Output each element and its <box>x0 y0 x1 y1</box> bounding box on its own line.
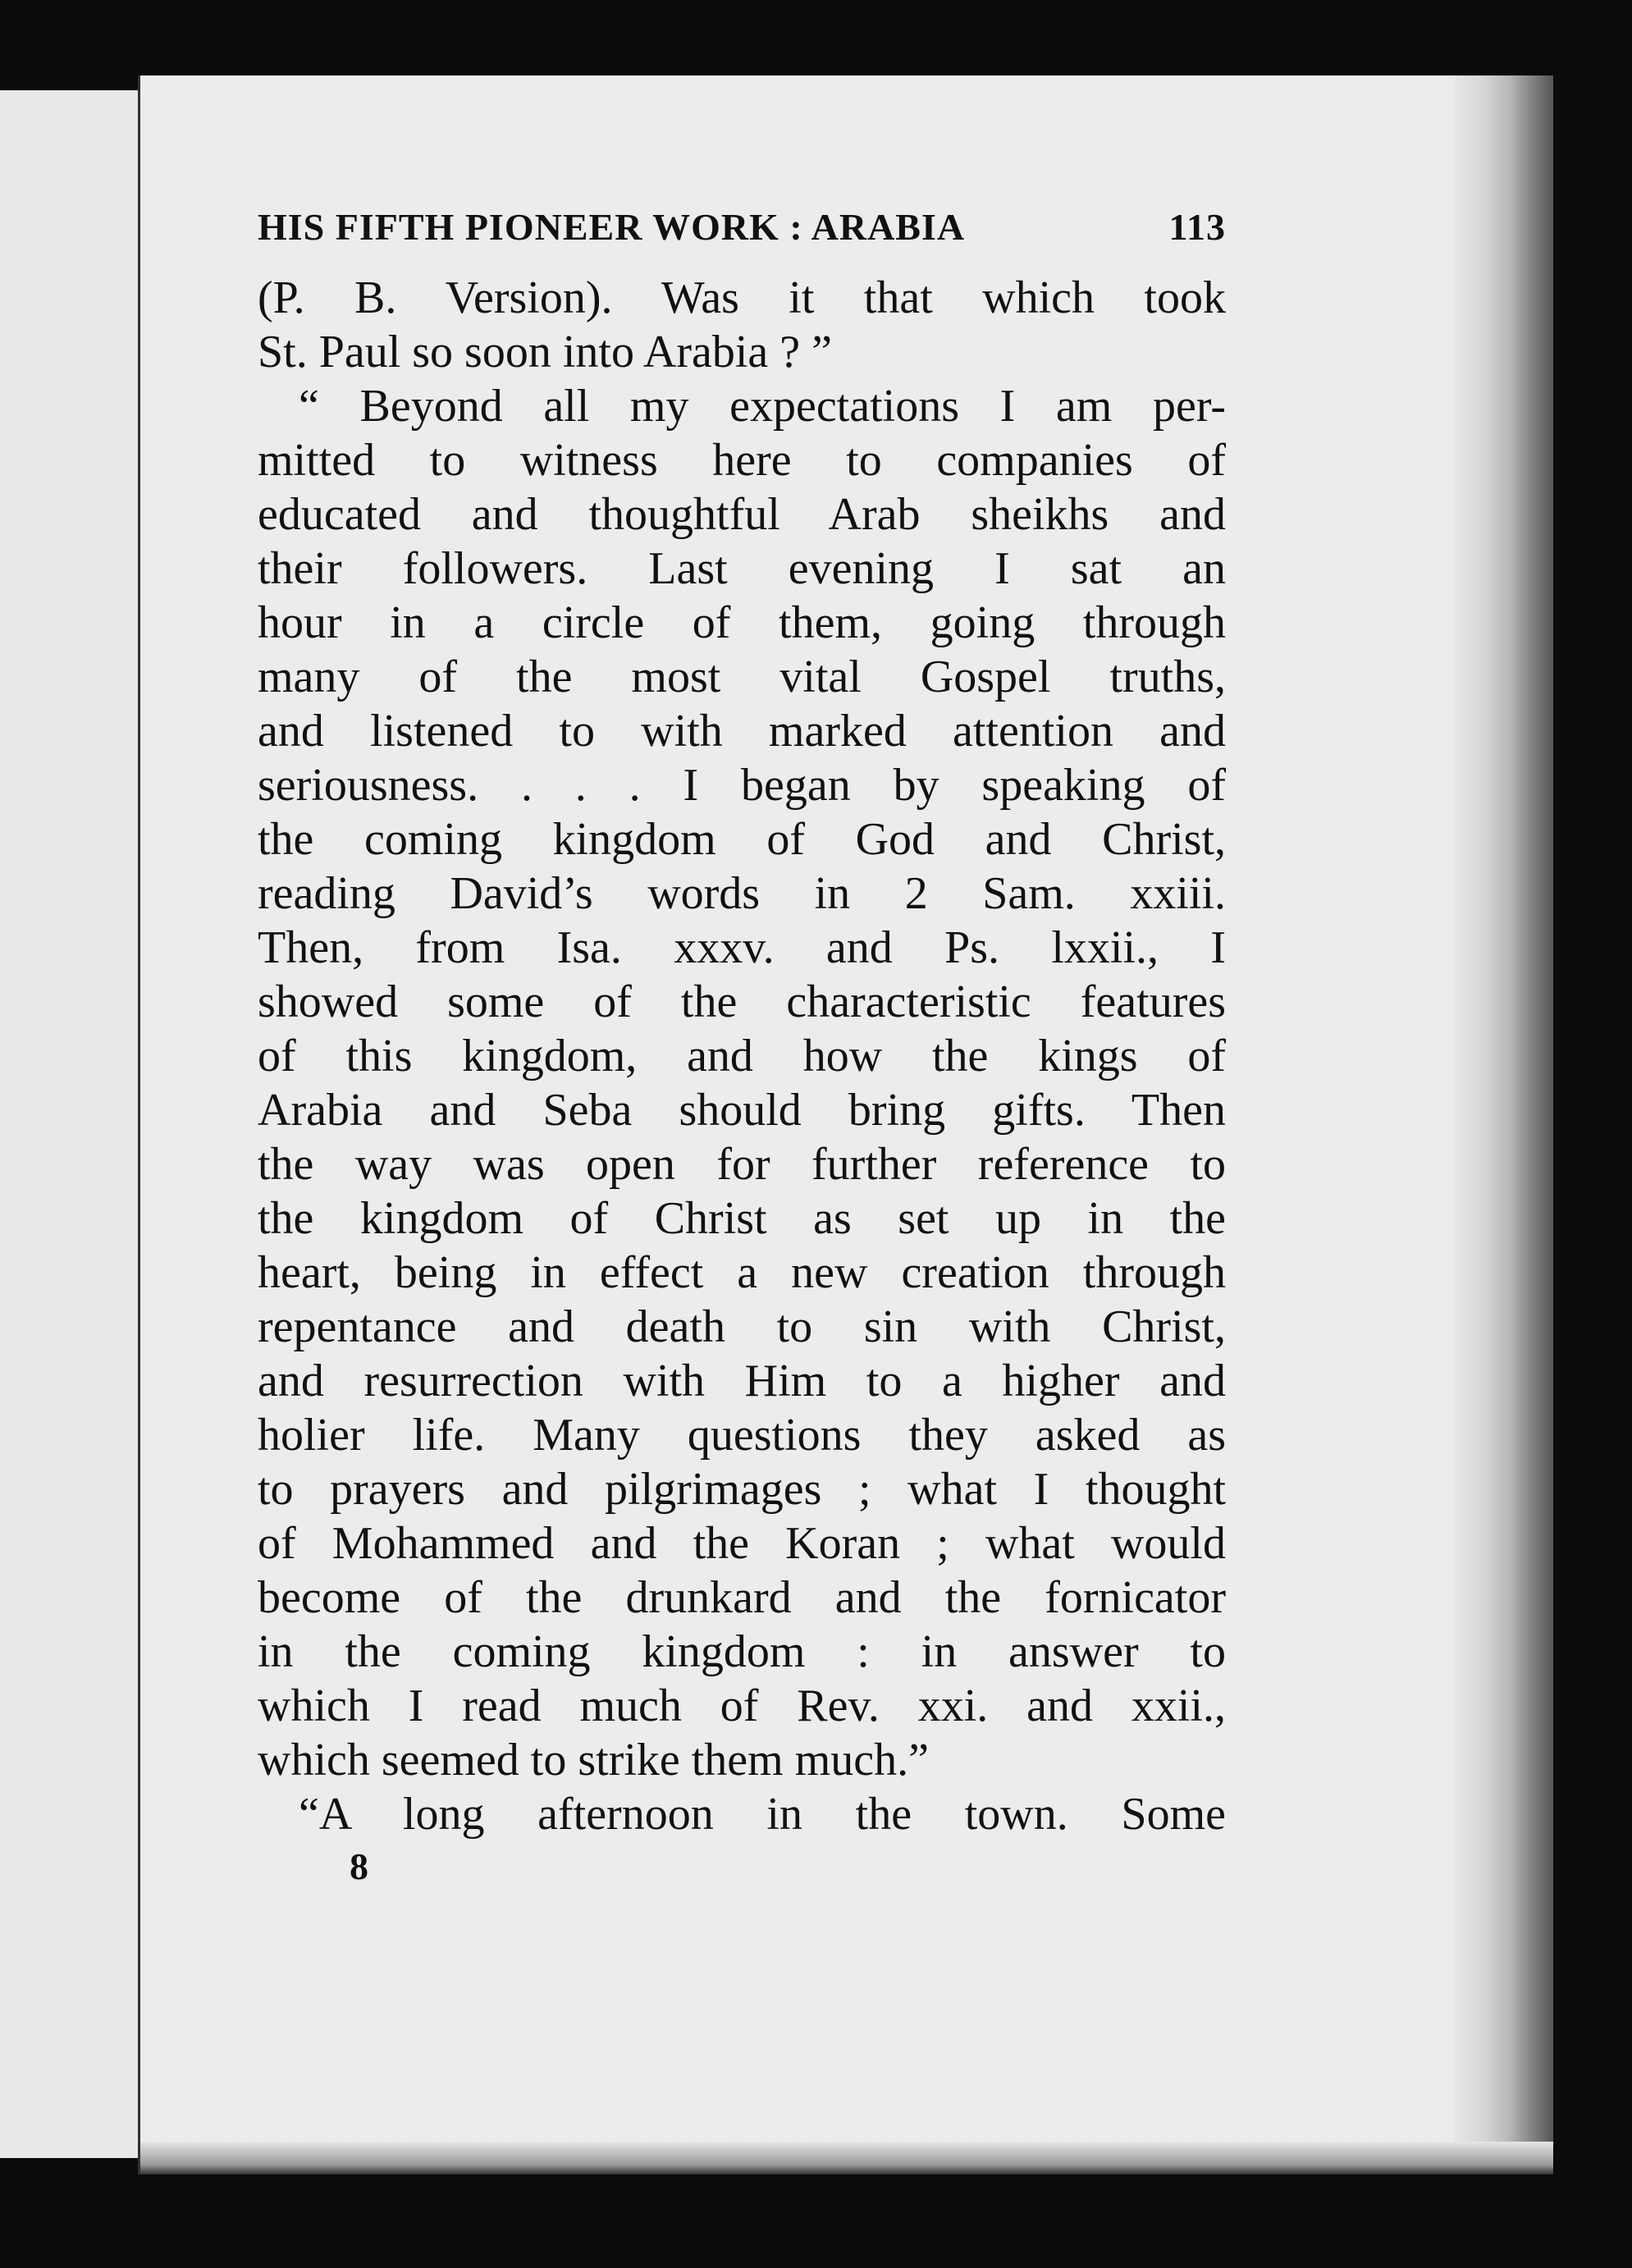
text-line: (P. B. Version). Was it that which took <box>258 272 1226 323</box>
text-line: reading David’s words in 2 Sam. xxiii. <box>258 868 1226 919</box>
text-line: Then, from Isa. xxxv. and Ps. lxxii., I <box>258 922 1226 973</box>
text-line: their followers. Last evening I sat an <box>258 543 1226 594</box>
text-line: of Mohammed and the Koran ; what would <box>258 1518 1226 1569</box>
text-line: become of the drunkard and the fornicator <box>258 1572 1226 1623</box>
text-line: St. Paul so soon into Arabia ? ” <box>258 327 832 377</box>
text-line: the way was open for further reference to <box>258 1139 1226 1190</box>
text-line: many of the most vital Gospel truths, <box>258 652 1226 702</box>
running-head-title: HIS FIFTH PIONEER WORK : ARABIA <box>258 206 966 248</box>
text-line: which I read much of Rev. xxi. and xxii., <box>258 1680 1226 1731</box>
page-number: 113 <box>1168 206 1226 248</box>
text-line: educated and thoughtful Arab sheikhs and <box>258 489 1226 540</box>
page-text-block <box>258 205 1226 1888</box>
text-line: seriousness. . . . I began by speaking of <box>258 760 1226 811</box>
text-line: showed some of the characteristic features <box>258 976 1226 1027</box>
text-line: Arabia and Seba should bring gifts. Then <box>258 1085 1226 1136</box>
text-line: hour in a circle of them, going through <box>258 597 1226 648</box>
text-line: of this kingdom, and how the kings of <box>258 1031 1226 1081</box>
text-line: mitted to witness here to companies of <box>258 435 1226 486</box>
text-line: repentance and death to sin with Christ, <box>258 1301 1226 1352</box>
text-line: in the coming kingdom : in answer to <box>258 1626 1226 1677</box>
text-line: which seemed to strike them much.” <box>258 1735 929 1786</box>
text-line: heart, being in effect a new creation through <box>258 1247 1226 1298</box>
text-line: “ Beyond all my expectations I am per- <box>299 381 1226 432</box>
text-line: to prayers and pilgrimages ; what I thought <box>258 1464 1226 1515</box>
text-line: and resurrection with Him to a higher and <box>258 1356 1226 1406</box>
running-head <box>258 205 1226 271</box>
text-line: and listened to with marked attention and <box>258 706 1226 757</box>
text-line: the coming kingdom of God and Christ, <box>258 814 1226 865</box>
page-fore-edge <box>1455 75 1553 2174</box>
page-bottom-edge <box>140 2142 1553 2174</box>
text-line: “A long afternoon in the town. Some <box>299 1789 1226 1840</box>
text-line: holier life. Many questions they asked as <box>258 1410 1226 1461</box>
signature-mark: 8 <box>350 1845 368 1887</box>
text-line: the kingdom of Christ as set up in the <box>258 1193 1226 1244</box>
